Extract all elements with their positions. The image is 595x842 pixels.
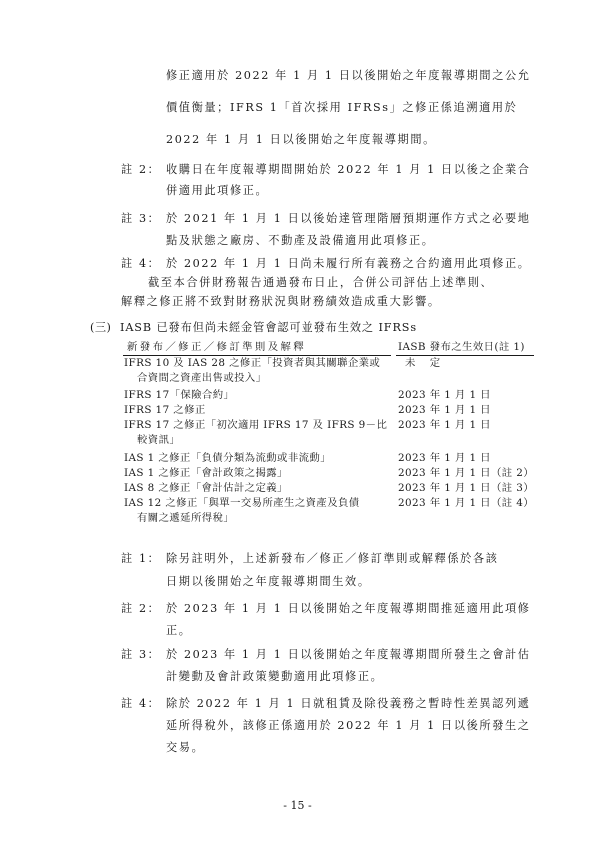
table-cell-date: 未 定 [405, 357, 443, 369]
table-cell-standard: IAS 12 之修正「與單一交易所產生之資產及負債 [124, 497, 360, 509]
table-cell-standard: 合資間之資產出售或投入」 [137, 372, 267, 384]
header-underline [123, 355, 391, 356]
note-text: 除另註明外，上述新發布／修正／修訂準則或解釋係於各該 [166, 552, 499, 565]
note-text: 於 2021 年 1 月 1 日以後始達管理階層預期運作方式之必要地 [166, 212, 531, 225]
note-text: 併適用此項修正。 [166, 184, 269, 197]
table-cell-standard: IFRS 10 及 IAS 28 之修正「投資者與其關聯企業或 [124, 357, 381, 369]
table-header-standards: 新發布／修正／修訂準則及解釋 [127, 341, 307, 353]
note-text: 收購日在年度報導期間開始於 2022 年 1 月 1 日以後之企業合 [166, 163, 531, 176]
assessment-paragraph: 解釋之修正將不致對財務狀況與財務績效造成重大影響。 [121, 295, 441, 308]
note-text: 正。 [166, 624, 192, 637]
table-cell-date: 2023 年 1 月 1 日 [398, 452, 491, 464]
note-text: 計變動及會計政策變動適用此項修正。 [166, 670, 384, 683]
table-cell-date: 2023 年 1 月 1 日（註 4） [398, 497, 535, 509]
table-cell-standard: IFRS 17 之修正 [124, 404, 206, 416]
table-cell-date: 2023 年 1 月 1 日 [398, 404, 491, 416]
note-label: 註 2： [121, 602, 161, 615]
note-label: 註 1： [121, 552, 161, 565]
table-header-effective-date: IASB 發布之生效日(註 1) [398, 341, 525, 353]
table-cell-date: 2023 年 1 月 1 日（註 3） [398, 482, 535, 494]
note-text: 日期以後開始之年度報導期間生效。 [166, 575, 371, 588]
header-underline [396, 355, 534, 356]
section-number: (三) [90, 321, 112, 334]
table-cell-date: 2023 年 1 月 1 日 [398, 389, 491, 401]
note-text: 點及狀態之廠房、不動產及設備適用此項修正。 [166, 234, 435, 247]
table-cell-standard: IAS 8 之修正「會計估計之定義」 [124, 482, 288, 494]
note-text: 於 2023 年 1 月 1 日以後開始之年度報導期間推延適用此項修 [166, 602, 531, 615]
note-label: 註 2： [121, 163, 161, 176]
table-cell-standard: IAS 1 之修正「會計政策之揭露」 [124, 467, 288, 479]
table-cell-date: 2023 年 1 月 1 日 [398, 419, 491, 431]
section-title: IASB 已發布但尚未經金管會認可並發布生效之 IFRSs [120, 321, 417, 334]
note-label: 註 3： [121, 648, 161, 661]
note-continuation-line: 價值衡量；IFRS 1「首次採用 IFRSs」之修正係追溯適用於 [166, 101, 518, 114]
note-text: 交易。 [166, 741, 205, 754]
note-continuation-line: 2022 年 1 月 1 日以後開始之年度報導期間。 [166, 133, 436, 146]
table-cell-standard: 有關之遞延所得稅」 [137, 512, 235, 524]
note-label: 註 4： [121, 257, 161, 270]
note-text: 延所得稅外，該修正係適用於 2022 年 1 月 1 日以後所發生之 [166, 719, 531, 732]
table-cell-standard: IAS 1 之修正「負債分類為流動或非流動」 [124, 452, 331, 464]
table-cell-date: 2023 年 1 月 1 日（註 2） [398, 467, 535, 479]
assessment-paragraph: 截至本合併財務報告通過發布日止，合併公司評估上述準則、 [148, 276, 494, 289]
note-label: 註 3： [121, 212, 161, 225]
note-label: 註 4： [121, 697, 161, 710]
table-cell-standard: IFRS 17 之修正「初次適用 IFRS 17 及 IFRS 9－比 [124, 419, 388, 431]
table-cell-standard: 較資訊」 [137, 434, 181, 446]
note-text: 於 2022 年 1 月 1 日尚未履行所有義務之合約適用此項修正。 [166, 257, 531, 270]
table-cell-standard: IFRS 17「保險合約」 [124, 389, 235, 401]
note-text: 除於 2022 年 1 月 1 日就租賃及除役義務之暫時性差異認列遞 [166, 697, 531, 710]
note-continuation-line: 修正適用於 2022 年 1 月 1 日以後開始之年度報導期間之公允 [166, 69, 531, 82]
note-text: 於 2023 年 1 月 1 日以後開始之年度報導期間所發生之會計估 [166, 648, 531, 661]
page-number: - 15 - [283, 799, 312, 812]
